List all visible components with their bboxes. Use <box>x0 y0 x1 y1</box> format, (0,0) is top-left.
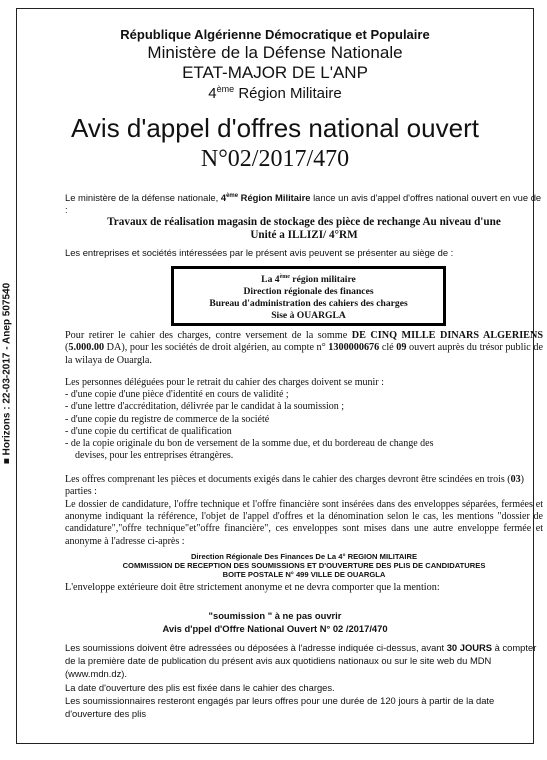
direction-address: Direction Régionale Des Finances De La 4° REGION MILITAIRE COMMISSION DE RECEPTION DES SOUMISSIONS ET D'OUVERTURE DES PLIS DE CANDIDATURES BOITE POSTALE N° 499 VILLE DE OUARGLA <box>122 552 486 579</box>
offers-paragraph: Les offres comprenant les pièces et documents exigés dans le cahier des charges devront être scindées en trois (03) parties : <box>65 474 524 498</box>
list-item: - d'une lettre d'accréditation, délivrée par le candidat à la soumission ; <box>65 401 345 413</box>
list-item: - d'une copie d'une pièce d'identité en cours de validité ; <box>65 389 289 401</box>
dossier-paragraph: Le dossier de candidature, l'offre technique et l'offre financière sont insérées dans des enveloppes séparées, fermées et anonyme indiquant la référence, l'objet de l'appel d'offres et la dénomination selon le cas, les mentions "dossier de candidature","offre technique"et"offre financière", ces enveloppes sont mises dans une autre enveloppe fermée et anonyme à l'adresse ci-après : <box>65 499 543 547</box>
notice-title: Avis d'appel d'offres national ouvert <box>71 113 479 143</box>
notice-number: N°02/2017/470 <box>200 146 350 172</box>
address-box: La 4ème région militaire Direction régionale des finances Bureau d'administration des cahiers des charges Sise à OUARGLA <box>171 266 446 326</box>
documents-list <box>65 377 543 462</box>
list-item-continuation: devises, pour les entreprises étrangères. <box>75 450 234 462</box>
validity-paragraph: Les soumissionnaires resteront engagés par leurs offres pour une durée de 120 jours à partir de la date d'ouverture des plis <box>65 694 495 720</box>
notice-frame <box>16 8 543 744</box>
region-heading: 4ème Région Militaire <box>208 84 342 102</box>
opening-date-paragraph: La date d'ouverture des plis est fixée dans le cahier des charges. <box>65 681 335 693</box>
ministry-heading: Ministère de la Défense Nationale <box>147 43 403 62</box>
invite-paragraph: Les entreprises et sociétés intéressées par le présent avis peuvent se présenter au siège de : <box>65 247 454 258</box>
closing-paragraphs <box>65 641 543 720</box>
list-item: - de la copie originale du bon de versement de la somme due, et du bordereau de change des <box>65 438 434 450</box>
side-label: ■ Horizons : 22-03-2017 - Anep 507540 <box>1 282 13 465</box>
withdraw-paragraph: Pour retirer le cahier des charges, contre versement de la somme DE CINQ MILLE DINARS ALGERIENS (5.000.00 DA), pour les sociétés de droit algérien, au compte n° 1300000676 clé 09 ouvert auprès du trésor public de la wilaya de Ouargla. <box>65 330 543 366</box>
envelope-paragraph: L'enveloppe extérieure doit être strictement anonyme et ne devra comporter que la mention: <box>65 582 440 593</box>
deadline-paragraph: Les soumissions doivent être adressées ou déposées à l'adresse indiquée ci-dessus, avant 30 JOURS à compter de la première date de publication du présent avis aux quotidiens nationaux ou sur le site web du MDN (www.mdn.dz). <box>65 642 537 680</box>
list-item: - d'une copie du registre de commerce de la société <box>65 413 270 425</box>
soumission-mention: "soumission " à ne pas ouvrir Avis d'ppel d'Offre National Ouvert N° 02 /2017/470 <box>162 610 388 634</box>
staff-heading: ETAT-MAJOR DE L'ANP <box>182 63 368 82</box>
tender-object: Travaux de réalisation magasin de stockage des pièce de rechange Au niveau d'une Unité a ILLIZI/ 4°RM <box>107 216 501 241</box>
documents-intro: Les personnes déléguées pour le retrait du cahier des charges doivent se munir : <box>65 377 384 388</box>
intro-paragraph: Le ministère de la défense nationale, 4ème Région Militaire lance un avis d'appel d'offres national ouvert en vue de : <box>65 192 542 215</box>
list-item: - d'une copie du certificat de qualification <box>65 425 232 437</box>
republic-heading: République Algérienne Démocratique et Populaire <box>120 27 430 42</box>
